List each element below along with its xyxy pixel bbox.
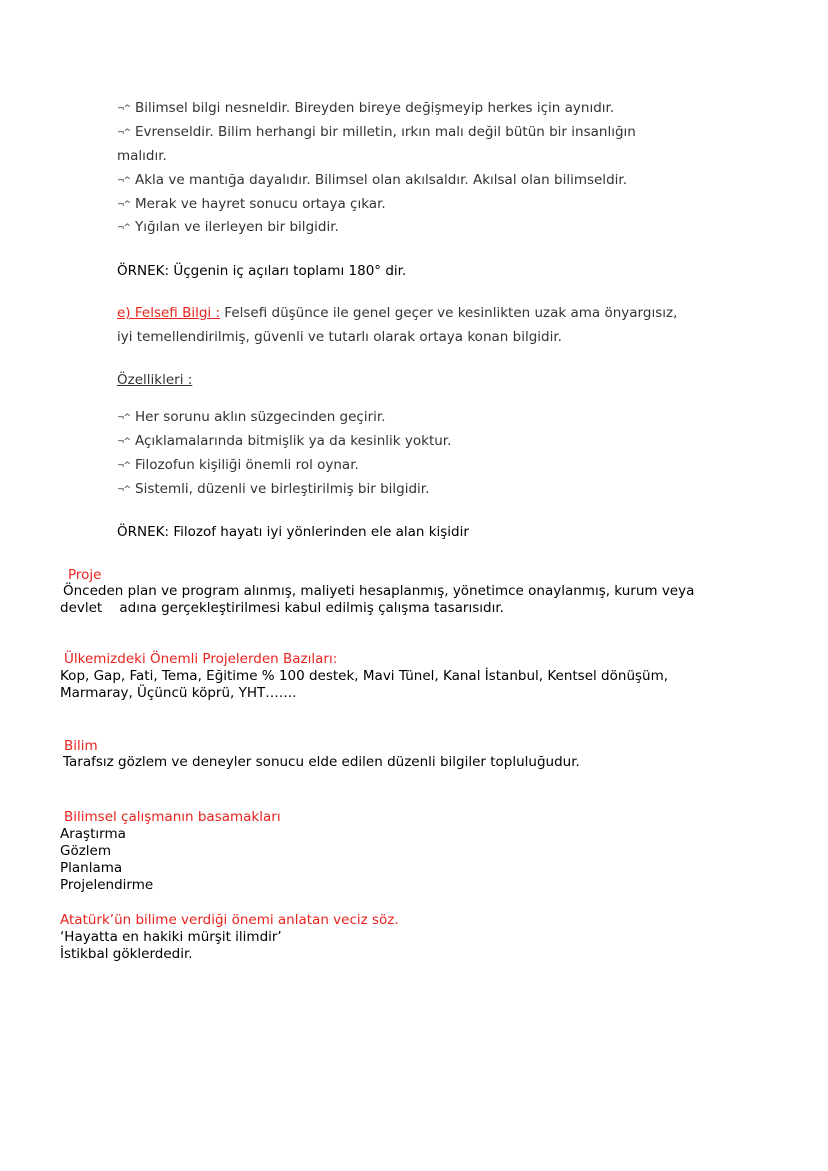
bullet-icon: ¬^ xyxy=(117,104,131,114)
list-item: Projelendirme xyxy=(60,877,154,893)
list-item: ¬^ Her sorunu aklın süzgecinden geçirir. xyxy=(117,409,386,425)
steps-heading: Bilimsel çalışmanın basamakları xyxy=(64,809,281,825)
ataturk-quote: ‘Hayatta en hakiki mürşit ilimdir’ xyxy=(60,929,282,945)
list-item: ¬^ Yığılan ve ilerleyen bir bilgidir. xyxy=(117,219,339,235)
bullet-icon: ¬^ xyxy=(117,437,131,447)
properties-heading: Özellikleri : xyxy=(117,372,193,388)
philosophy-paragraph: e) Felsefi Bilgi : Felsefi düşünce ile genel geçer ve kesinlikten uzak ama önyargısız, xyxy=(117,305,678,321)
list-item: ¬^ Merak ve hayret sonucu ortaya çıkar. xyxy=(117,196,386,212)
list-item: Gözlem xyxy=(60,843,112,859)
list-item-continuation: malıdır. xyxy=(117,148,167,164)
important-projects-line1: Kop, Gap, Fati, Tema, Eğitime % 100 destek, Mavi Tünel, Kanal İstanbul, Kentsel dönüşüm, xyxy=(60,668,669,684)
science-example: ÖRNEK: Üçgenin iç açıları toplamı 180° dir. xyxy=(117,263,407,279)
bullet-icon: ¬^ xyxy=(117,485,131,495)
bullet-icon: ¬^ xyxy=(117,176,131,186)
list-item: ¬^ Açıklamalarında bitmişlik ya da kesinlik yoktur. xyxy=(117,433,452,449)
philosophy-heading: e) Felsefi Bilgi : xyxy=(117,305,221,321)
important-projects-heading: Ülkemizdeki Önemli Projelerden Bazıları: xyxy=(64,651,338,667)
project-text-line1: Önceden plan ve program alınmış, maliyeti hesaplanmış, yönetimce onaylanmış, kurum veya xyxy=(63,583,695,599)
bullet-icon: ¬^ xyxy=(117,461,131,471)
project-heading: Proje xyxy=(68,567,102,583)
project-text-line2: devlet adına gerçekleştirilmesi kabul edilmiş çalışma tasarısıdır. xyxy=(60,600,504,616)
bullet-icon: ¬^ xyxy=(117,128,131,138)
list-item: Planlama xyxy=(60,860,123,876)
science-heading: Bilim xyxy=(64,738,98,754)
ataturk-heading: Atatürk’ün bilime verdiği önemi anlatan veciz söz. xyxy=(60,912,399,928)
list-item: ¬^ Evrenseldir. Bilim herhangi bir milletin, ırkın malı değil bütün bir insanlığın xyxy=(117,124,636,140)
list-item: Araştırma xyxy=(60,826,126,842)
ataturk-line2: İstikbal göklerdedir. xyxy=(60,946,193,962)
bullet-icon: ¬^ xyxy=(117,200,131,210)
important-projects-line2: Marmaray, Üçüncü köprü, YHT……. xyxy=(60,685,297,701)
list-item: ¬^ Bilimsel bilgi nesneldir. Bireyden bireye değişmeyip herkes için aynıdır. xyxy=(117,100,615,116)
science-definition: Tarafsız gözlem ve deneyler sonucu elde edilen düzenli bilgiler topluluğudur. xyxy=(63,754,580,770)
philosophy-paragraph-line2: iyi temellendirilmiş, güvenli ve tutarlı olarak ortaya konan bilgidir. xyxy=(117,329,562,345)
bullet-icon: ¬^ xyxy=(117,413,131,423)
list-item: ¬^ Sistemli, düzenli ve birleştirilmiş bir bilgidir. xyxy=(117,481,430,497)
philosophy-example: ÖRNEK: Filozof hayatı iyi yönlerinden ele alan kişidir xyxy=(117,524,469,540)
list-item: ¬^ Filozofun kişiliği önemli rol oynar. xyxy=(117,457,359,473)
list-item: ¬^ Akla ve mantığa dayalıdır. Bilimsel olan akılsaldır. Akılsal olan bilimseldir. xyxy=(117,172,627,188)
bullet-icon: ¬^ xyxy=(117,223,131,233)
